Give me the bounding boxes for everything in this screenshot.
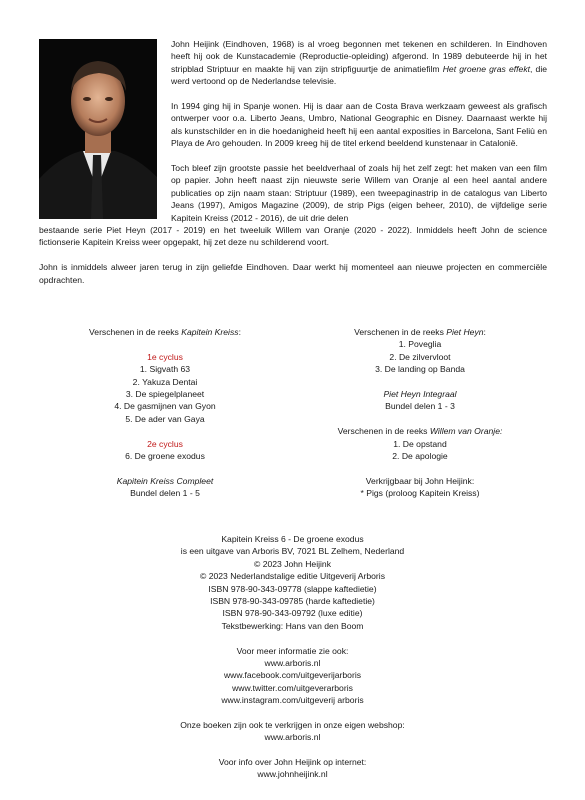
- cycle-2-items: [35, 450, 295, 462]
- colophon-author-site: [0, 756, 585, 781]
- list-item: © 2023 John Heijink: [253, 558, 332, 569]
- list-item: Tekstbewerking: Hans van den Boom: [221, 620, 364, 631]
- integraal-title: Piet Heyn Integraal: [383, 388, 457, 399]
- cycle-1-items: [35, 363, 295, 425]
- compleet-title: Kapitein Kreiss Compleet: [116, 475, 214, 486]
- bio-paragraph-3: [39, 162, 547, 249]
- kapitein-kreiss-list: [35, 326, 295, 499]
- list-item: www.instagram.com/uitgeverij arboris: [221, 695, 364, 706]
- list-item: Voor info over John Heijink op internet:: [218, 757, 367, 768]
- list-item: www.johnheijink.nl: [257, 769, 328, 780]
- list-item: www.facebook.com/uitgeverijarboris: [223, 670, 362, 681]
- integraal-subtitle: Bundel delen 1 - 3: [385, 401, 455, 412]
- list-item: 3. De spiegelplaneet: [125, 388, 205, 399]
- bio-text: Toch bleef zijn grootste passie het beeldverhaal of zoals hij het zelf zegt: het maken van een film op papier. John heeft naast zijn nieuwste serie Willem van Oranje al een heel aantal andere publicaties op zijn naam staan: Striptuur (1989), een tweepaginastrip in de catalogus van Liberto Jeans (1997), Amigos Magazine (2009), de strip Pigs (eigen beheer, 2010), de vijfdelige serie Kapitein Kreiss (2012 - 2016), de uit drie delen: [171, 163, 547, 223]
- bio-paragraph-4: John is inmiddels alweer jaren terug in zijn geliefde Eindhoven. Daar werkt hij momenteel aan nieuwe projecten en commerciële opdrachten.: [39, 262, 547, 285]
- series-heading: Verschenen in de reeks Piet Heyn:: [354, 327, 486, 337]
- list-item: 1. De opstand: [393, 438, 447, 449]
- colophon-webshop: [0, 719, 585, 744]
- list-item: 1. Sigvath 63: [139, 364, 191, 375]
- cycle-1-heading: 1e cyclus: [147, 351, 183, 362]
- list-item: 6. De groene exodus: [125, 450, 205, 461]
- verkrijgbaar-item: * Pigs (proloog Kapitein Kreiss): [360, 488, 480, 499]
- list-item: ISBN 978-90-343-09792 (luxe editie): [222, 608, 363, 619]
- verkrijgbaar-heading: Verkrijgbaar bij John Heijink:: [365, 475, 475, 486]
- bio-paragraph-1: [39, 38, 547, 88]
- list-item: www.arboris.nl: [264, 657, 321, 668]
- list-item: 2. Yakuza Dentai: [132, 376, 198, 387]
- series-heading: Verschenen in de reeks Kapitein Kreiss:: [89, 327, 241, 337]
- piet-heyn-list: [290, 326, 550, 499]
- bio-paragraph-2: In 1994 ging hij in Spanje wonen. Hij is daar aan de Costa Brava werkzaam geweest als grafisch ontwerper voor o.a. Liberto Jeans, Umbro, National Geographic en Disney. Daarnaast werkte hij als kunstschilder en in die hoedanigheid heeft hij een aantal exposities in Barcelona, Sant Feliù en Playa de Aro gehouden. In 2009 kreeg hij de titel erkend beeldend kunstenaar in Catalonië.: [171, 101, 547, 149]
- compleet-subtitle: Bundel delen 1 - 5: [130, 488, 200, 499]
- list-item: 3. De landing op Banda: [375, 364, 465, 375]
- film-title: Het groene gras effekt: [442, 63, 531, 74]
- cycle-2-heading: 2e cyclus: [147, 438, 183, 449]
- biography: [39, 38, 547, 298]
- wvo-heading: Verschenen in de reeks Willem van Oranje:: [337, 426, 503, 437]
- colophon-links: [0, 645, 585, 707]
- list-item: ISBN 978-90-343-09778 (slappe kaftedietie): [208, 583, 377, 594]
- list-item: 5. De ader van Gaya: [125, 413, 205, 424]
- bio-text: bestaande serie Piet Heyn (2017 - 2019) en het tweeluik Willem van Oranje (2020 - 2022). Inmiddels heeft John de science fictionserie Kapitein Kreiss weer opgepakt, hij zet deze nu schilderend voort.: [39, 225, 547, 248]
- list-item: www.twitter.com/uitgeverarboris: [232, 682, 353, 693]
- bio-text: , die werd vertoond op de Nederlandse televisie.: [171, 63, 548, 87]
- list-item: 4. De gasmijnen van Gyon: [114, 401, 216, 412]
- list-item: 1. Poveglia: [398, 339, 442, 350]
- wvo-items: [290, 438, 550, 463]
- piet-heyn-items: [290, 338, 550, 375]
- colophon-imprint: [0, 533, 585, 632]
- list-item: is een uitgave van Arboris BV, 7021 BL Zelhem, Nederland: [180, 546, 405, 557]
- list-item: ISBN 978-90-343-09785 (harde kaftedietie): [210, 595, 375, 606]
- list-item: © 2023 Nederlandstalige editie Uitgeverij Arboris: [200, 571, 385, 582]
- list-item: Voor meer informatie zie ook:: [236, 645, 349, 656]
- list-item: www.arboris.nl: [264, 732, 321, 743]
- list-item: 2. De zilvervloot: [389, 351, 451, 362]
- bio-text: John Heijink (Eindhoven, 1968) is al vroeg begonnen met tekenen en schilderen. In Eindhoven heeft hij ook de Kunstacademie (Reproductie-opleiding) afgerond. In 1989 debuteerde hij in het stripblad Striptuur en maakte hij van zijn stripfiguurtje de animatiefilm: [171, 39, 547, 74]
- list-item: Kapitein Kreiss 6 - De groene exodus: [221, 534, 364, 544]
- list-item: 2. De apologie: [392, 450, 448, 461]
- list-item: Onze boeken zijn ook te verkrijgen in onze eigen webshop:: [180, 719, 405, 730]
- colophon: [0, 533, 585, 781]
